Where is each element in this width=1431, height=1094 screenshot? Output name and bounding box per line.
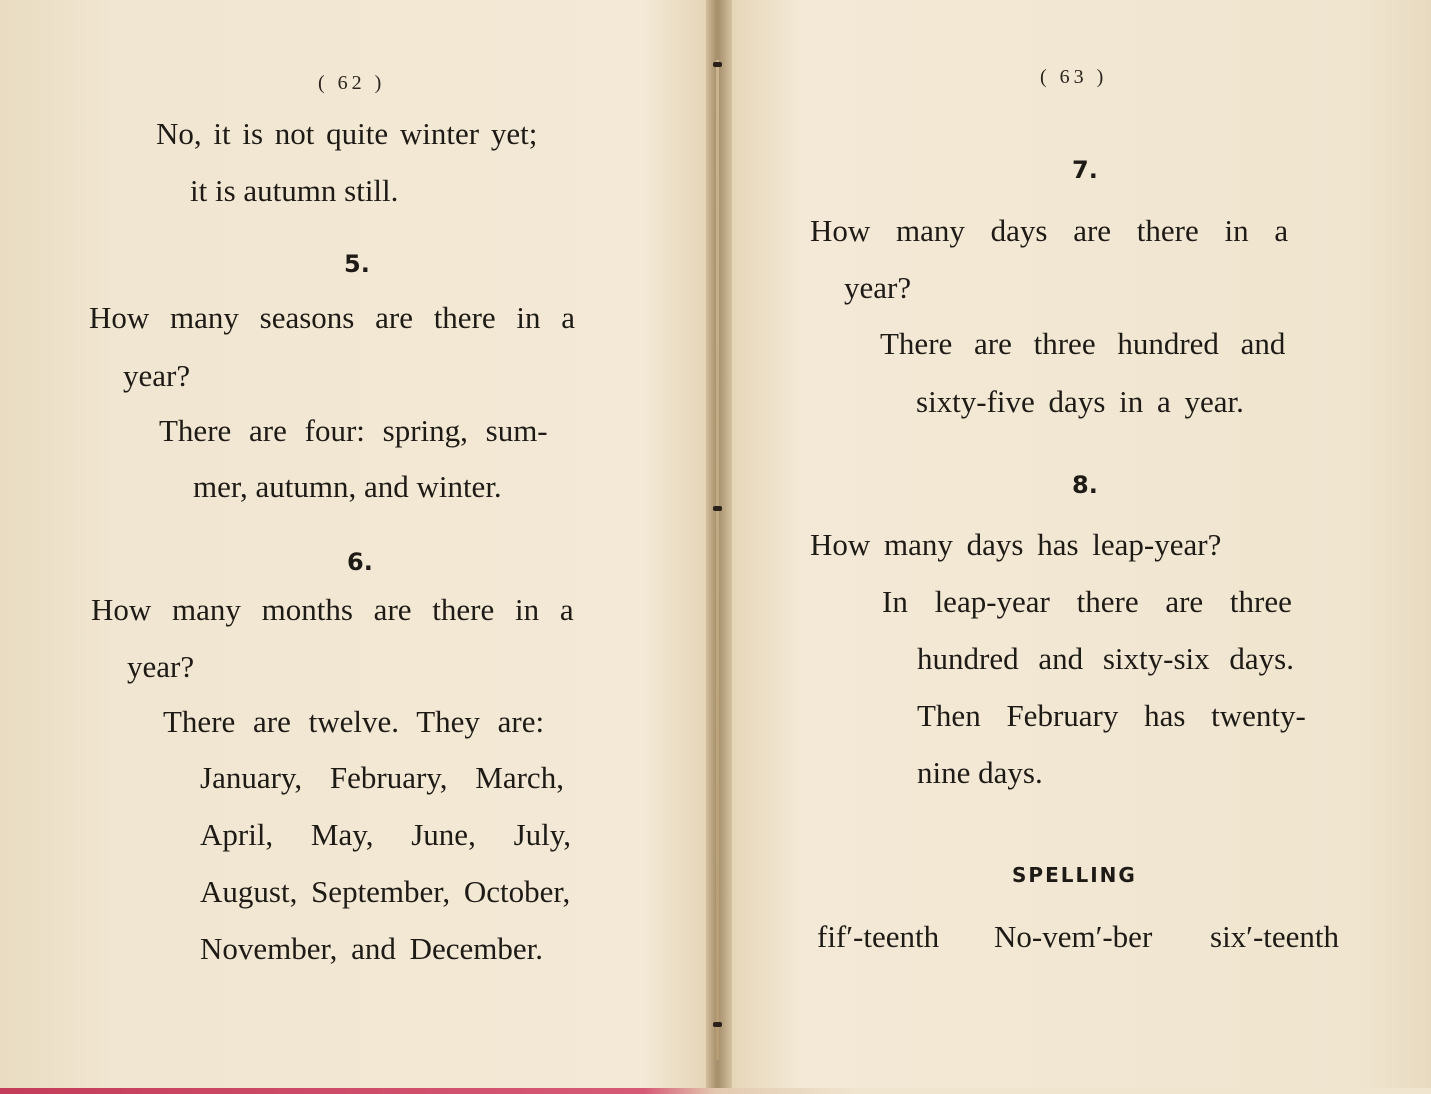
left-page <box>0 0 712 1094</box>
question-text: How many days are there in a <box>810 213 1289 248</box>
question-number: 8. <box>1072 471 1098 499</box>
page-number: ( 63 ) <box>1040 66 1108 88</box>
question-text: How many months are there in a <box>91 592 574 627</box>
question-text: How many days has leap-year? <box>810 527 1222 562</box>
question-number: 7. <box>1072 156 1098 184</box>
binding-stitch <box>713 506 722 511</box>
spelling-word: fif′-teenth <box>817 919 940 954</box>
answer-text: August, September, October, <box>200 874 571 909</box>
page-number: ( 62 ) <box>318 72 386 94</box>
spelling-word: six′-teenth <box>1210 919 1340 954</box>
text-line: No, it is not quite winter yet; <box>156 116 538 151</box>
answer-text: nine days. <box>917 755 1043 790</box>
answer-text: April, May, June, July, <box>200 817 571 852</box>
answer-text: November, and December. <box>200 931 544 966</box>
right-page <box>722 0 1431 1094</box>
question-text: How many seasons are there in a <box>89 300 576 335</box>
answer-text: January, February, March, <box>200 760 564 795</box>
answer-text: hundred and sixty-six days. <box>917 641 1294 676</box>
answer-text: There are twelve. They are: <box>163 704 545 739</box>
question-text: year? <box>844 270 912 305</box>
answer-text: There are four: spring, sum- <box>159 413 548 448</box>
answer-text: sixty-five days in a year. <box>916 384 1244 419</box>
spelling-heading: SPELLING <box>1012 863 1137 887</box>
question-number: 5. <box>344 250 370 278</box>
question-number: 6. <box>347 548 373 576</box>
answer-text: In leap-year there are three <box>882 584 1292 619</box>
spelling-word: No-vem′-ber <box>994 919 1153 954</box>
answer-text: There are three hundred and <box>880 326 1286 361</box>
binding-stitch <box>713 62 722 67</box>
binding-stitch <box>713 1022 722 1027</box>
answer-text: mer, autumn, and winter. <box>193 469 502 504</box>
page-edge <box>0 1088 1431 1094</box>
question-text: year? <box>127 649 195 684</box>
answer-text: Then February has twenty- <box>917 698 1306 733</box>
binding-thread <box>716 60 719 1060</box>
text-line: it is autumn still. <box>190 173 399 208</box>
question-text: year? <box>123 358 191 393</box>
